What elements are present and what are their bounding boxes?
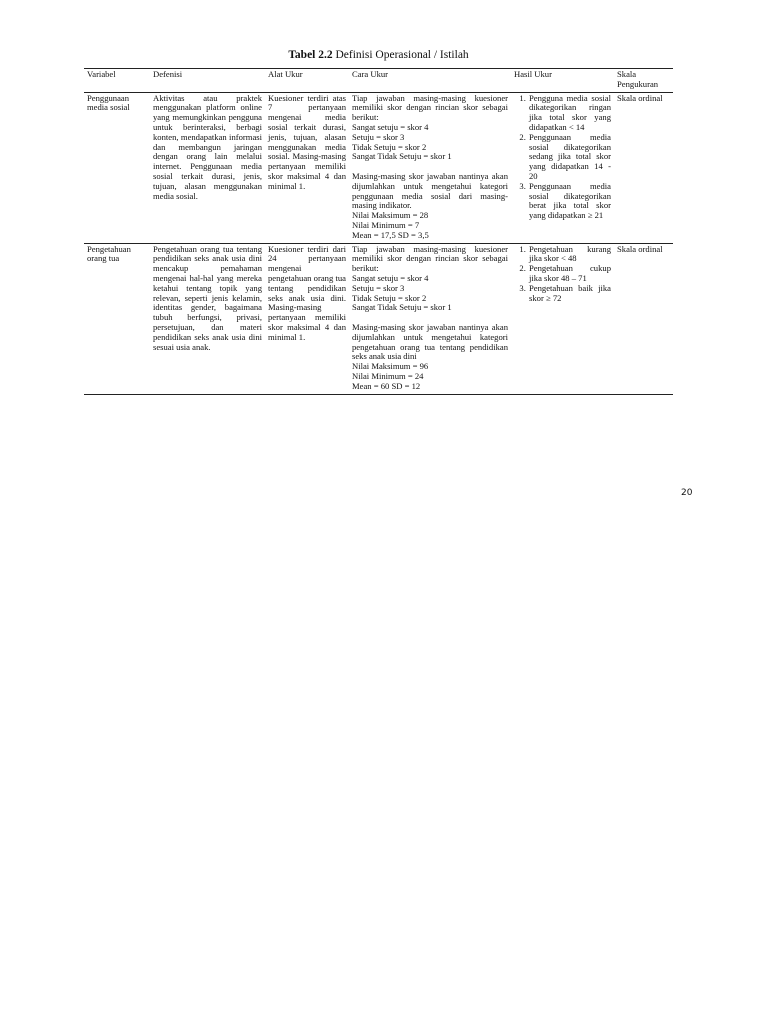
cara-ukur-penjumlahan: Masing-masing skor jawaban nantinya akan dijumlahkan untuk mengetahui kategori penggunaan media sosial dari masing-masing indikator. [352, 170, 508, 211]
table-row [84, 92, 673, 243]
hasil-ukur-list [514, 94, 611, 221]
cara-ukur-skor-item: Setuju = skor 3 [352, 131, 405, 142]
hasil-ukur-item: 1. Pengguna media sosial dikategorikan ringan jika total skor yang didapatkan < 14 [528, 94, 611, 133]
hasil-ukur-item: 3. Penggunaan media sosial dikategorikan berat jika total skor yang didapatkan ≥ 21 [528, 182, 611, 221]
cara-ukur-skor-item: Sangat setuju = skor 4 [352, 121, 429, 132]
column-header-variabel: Variabel [84, 69, 150, 93]
operational-definition-table [84, 68, 673, 395]
table-caption-title: Definisi Operasional / Istilah [332, 49, 469, 61]
table-caption [84, 49, 673, 61]
cara-ukur-intro: Tiap jawaban masing-masing kuesioner memiliki skor dengan rincian skor sebagai berikut: [352, 243, 508, 274]
cell-alat-ukur: Kuesioner terdiri dari 24 pertanyaan mengenai pengetahuan orang tua tentang pendidikan seks anak usia dini. Masing-masing pertanyaan memiliki skor maksimal 4 dan minimal 1. [265, 243, 349, 394]
cara-ukur-skor-item: Sangat Tidak Setuju = skor 1 [352, 302, 452, 313]
cara-ukur-statistik-item: Nilai Maksimum = 28 [352, 210, 429, 221]
cara-ukur-statistik-item: Nilai Minimum = 24 [352, 370, 424, 381]
hasil-ukur-item: 3. Pengetahuan baik jika skor ≥ 72 [528, 284, 611, 304]
cara-ukur-statistik-item: Nilai Minimum = 7 [352, 219, 420, 230]
cell-variabel: Pengetahuan orang tua [84, 243, 150, 394]
table-caption-label: Tabel 2.2 [288, 49, 333, 61]
cara-ukur-skor-item: Setuju = skor 3 [352, 282, 405, 293]
cara-ukur-intro: Tiap jawaban masing-masing kuesioner memiliki skor dengan rincian skor sebagai berikut: [352, 92, 508, 123]
page-number: 20 [681, 488, 693, 498]
cell-variabel: Penggunaan media sosial [84, 92, 150, 243]
cara-ukur-skor-item: Sangat setuju = skor 4 [352, 272, 429, 283]
cell-defenisi: Aktivitas atau praktek menggunakan platform online yang memungkinkan pengguna untuk berinteraksi, berbagi konten, mendapatkan informasi dan membangun jaringan dengan orang lain melalui internet. Penggunaan media sosial terkait durasi, jenis, tujuan, alasan menggunakan media sosial. [150, 92, 265, 243]
column-header-cara-ukur: Cara Ukur [349, 69, 511, 93]
cell-skala: Skala ordinal [614, 243, 673, 394]
cell-hasil-ukur [511, 243, 614, 394]
cara-ukur-skor-item: Tidak Setuju = skor 2 [352, 292, 427, 303]
hasil-ukur-item: 1. Pengetahuan kurang jika skor < 48 [528, 245, 611, 265]
table-row [84, 243, 673, 394]
cell-alat-ukur: Kuesioner terdiri atas 7 pertanyaan mengenai media sosial terkait durasi, jenis, tujuan, alasan menggunakan media sosial. Masing-masing pertanyaan memiliki skor maksimal 4 dan minimal 1. [265, 92, 349, 243]
hasil-ukur-list [514, 245, 611, 304]
hasil-ukur-item: 2. Penggunaan media sosial dikategorikan sedang jika total skor yang didapatkan 14 - 20 [528, 133, 611, 182]
cara-ukur-skor-item: Sangat Tidak Setuju = skor 1 [352, 151, 452, 162]
cell-skala: Skala ordinal [614, 92, 673, 243]
cell-cara-ukur [349, 92, 511, 243]
cara-ukur-statistik-item: Mean = 17,5 SD = 3,5 [352, 229, 429, 240]
column-header-hasil-ukur: Hasil Ukur [511, 69, 614, 93]
cell-defenisi: Pengetahuan orang tua tentang pendidikan seks anak usia dini mencakup pemahaman mengenai hal-hal yang mereka ketahui tentang topik yang relevan, seperti jenis kelamin, identitas gender, bagaimana tubuh berfungsi, privasi, persetujuan, dan materi pendidikan seks anak usia dini sesuai usia anak. [150, 243, 265, 394]
cell-cara-ukur [349, 243, 511, 394]
cell-hasil-ukur [511, 92, 614, 243]
cara-ukur-statistik-item: Nilai Maksimum = 96 [352, 361, 429, 372]
hasil-ukur-item: 2. Pengetahuan cukup jika skor 48 – 71 [528, 264, 611, 284]
column-header-alat-ukur: Alat Ukur [265, 69, 349, 93]
cara-ukur-statistik-item: Mean = 60 SD = 12 [352, 380, 421, 391]
table-header-row [84, 69, 673, 93]
cara-ukur-skor-item: Tidak Setuju = skor 2 [352, 141, 427, 152]
column-header-defenisi: Defenisi [150, 69, 265, 93]
table-body [84, 92, 673, 394]
cara-ukur-penjumlahan: Masing-masing skor jawaban nantinya akan dijumlahkan untuk mengetahui kategori pengetahuan orang tua tentang pendidikan seks anak usia dini [352, 321, 508, 362]
column-header-skala-pengukuran: Skala Pengukuran [614, 69, 673, 93]
